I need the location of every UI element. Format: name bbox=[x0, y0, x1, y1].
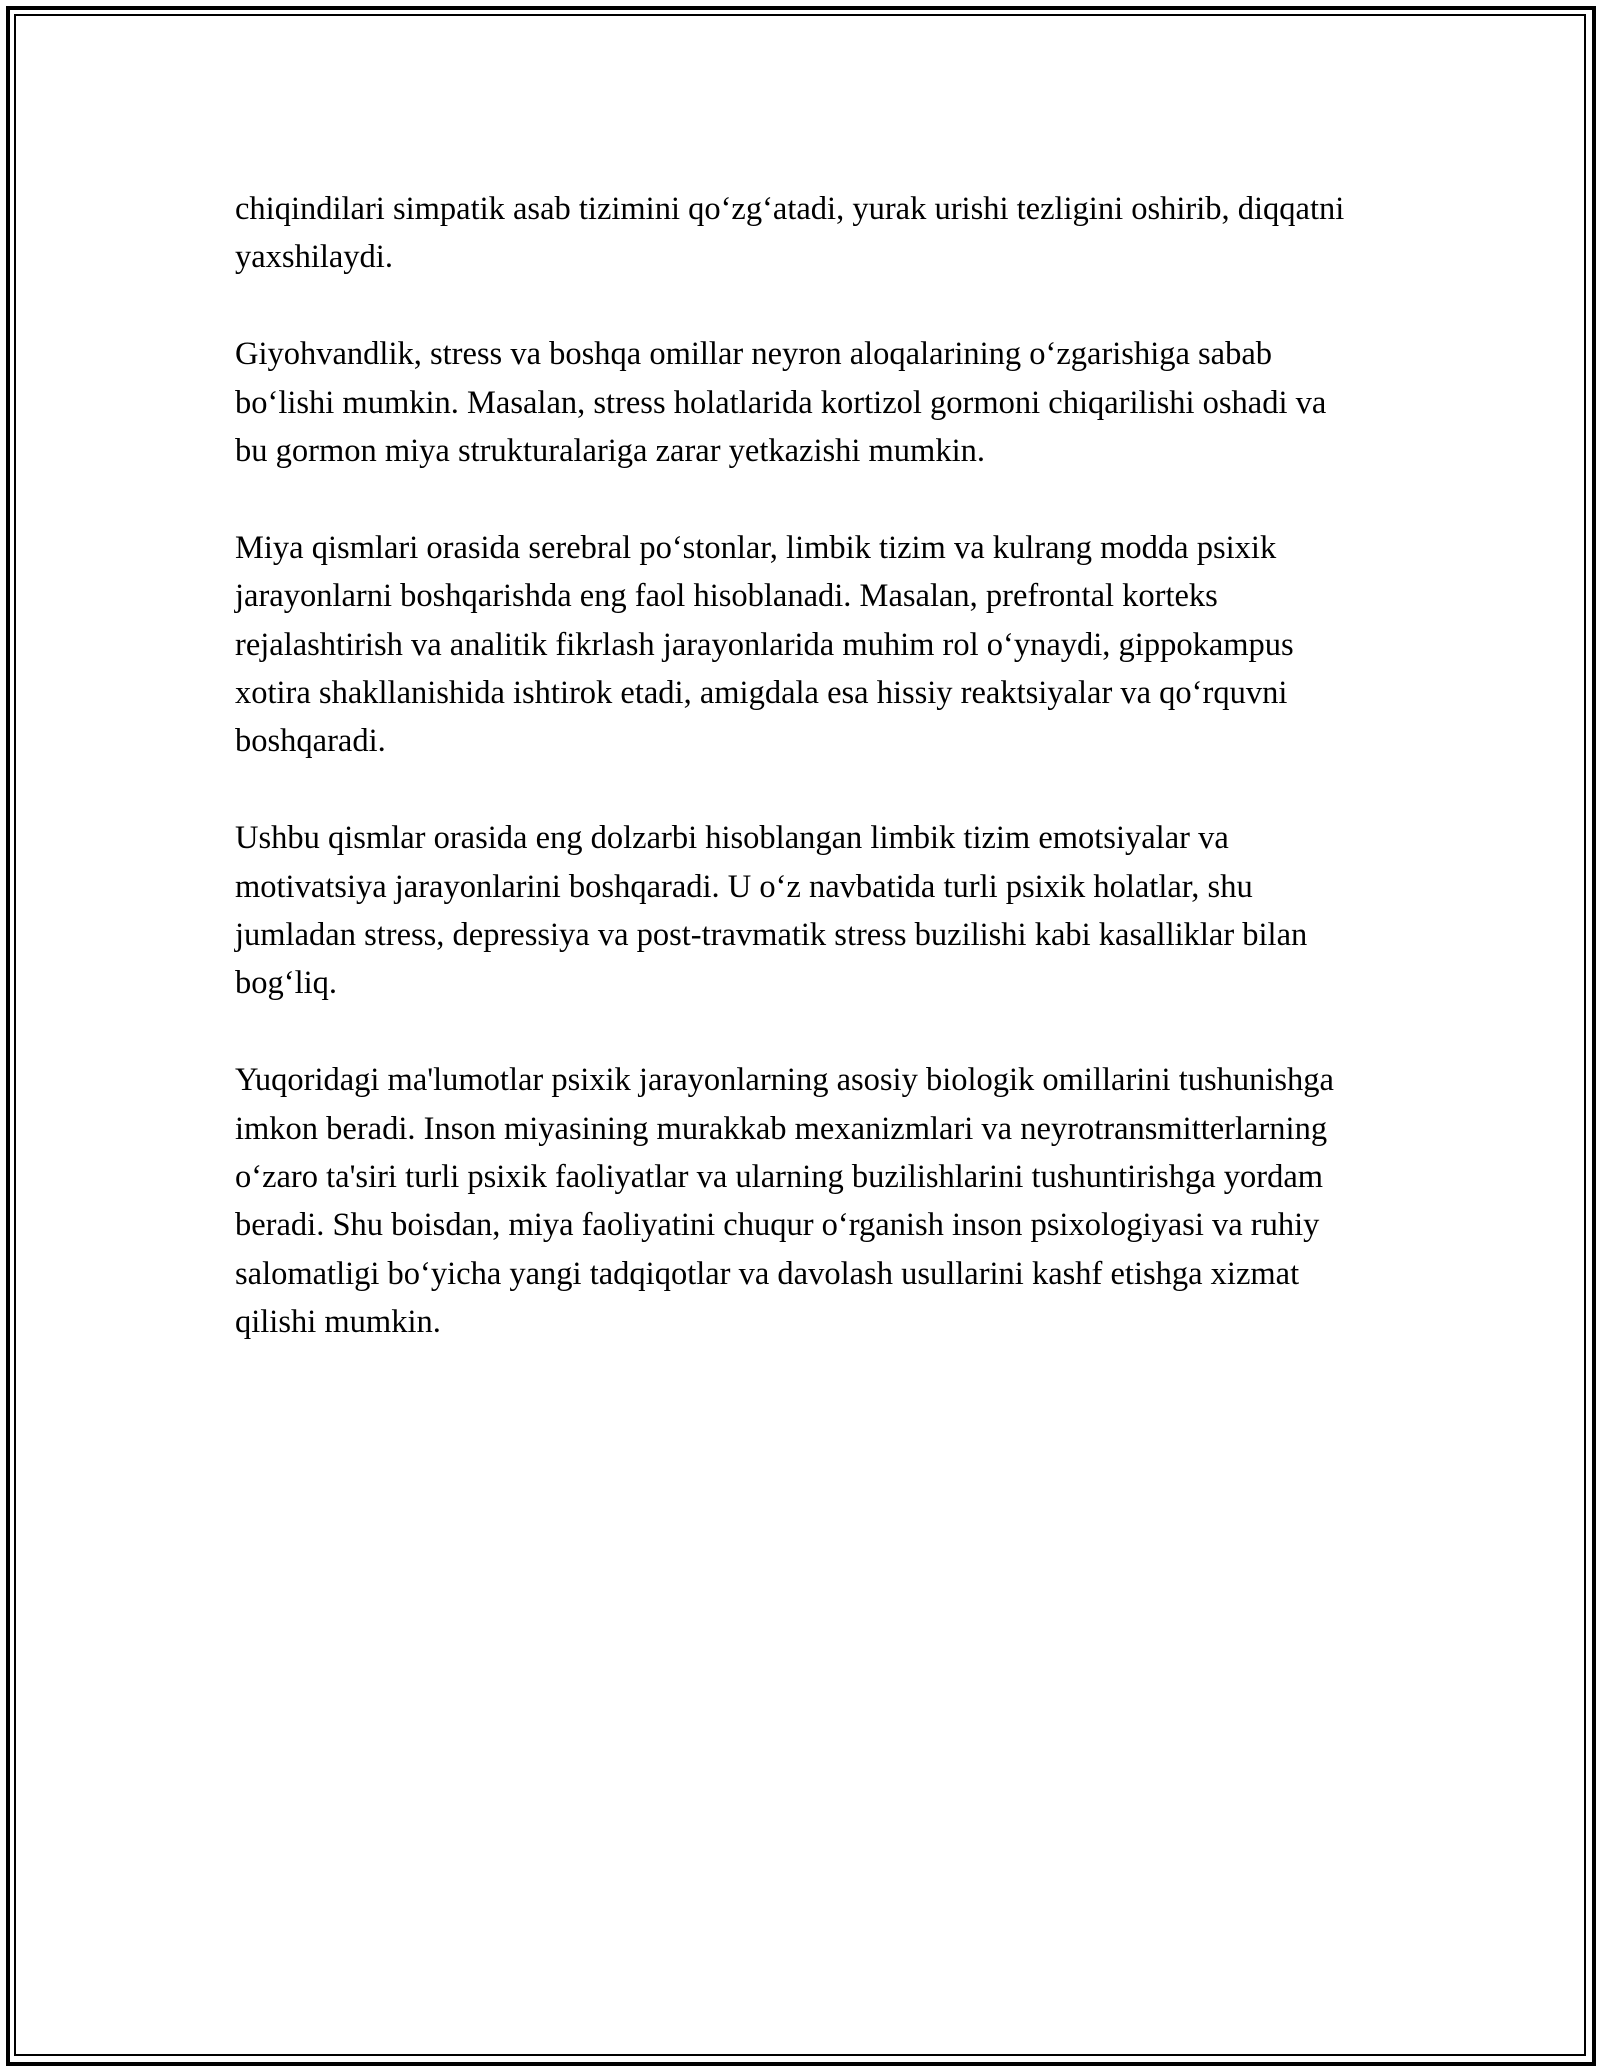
paragraph-4: Ushbu qismlar orasida eng dolzarbi hisoblangan limbik tizim emotsiyalar va motivatsiya jarayonlarini boshqaradi. U o‘z navbatida turli psixik holatlar, shu jumladan stress, depressiya va post-travmatik stress buzilishi kabi kasalliklar bilan bog‘liq. bbox=[235, 820, 1308, 1002]
paragraph-1: chiqindilari simpatik asab tizimini qo‘zg‘atadi, yurak urishi tezligini oshirib, diqqatni yaxshilaydi. bbox=[235, 191, 1345, 276]
paragraph-3: Miya qismlari orasida serebral po‘stonlar, limbik tizim va kulrang modda psixik jarayonlarni boshqarishda eng faol hisoblanadi. Masalan, prefrontal korteks rejalashtirish va analitik fikrlash jarayonlarida muhim rol o‘ynaydi, gippokampus xotira shakllanishida ishtirok etadi, amigdala esa hissiy reaktsiyalar va qo‘rquvni boshqaradi. bbox=[235, 529, 1294, 760]
document-body bbox=[235, 185, 1365, 1395]
paragraph-5: Yuqoridagi ma'lumotlar psixik jarayonlarning asosiy biologik omillarini tushunishga imkon beradi. Inson miyasining murakkab mexanizmlari va neyrotransmitterlarning o‘zaro ta'siri turli psixik faoliyatlar va ularning buzilishlarini tushuntirishga yordam beradi. Shu boisdan, miya faoliyatini chuqur o‘rganish inson psixologiyasi va ruhiy salomatligi bo‘yicha yangi tadqiqotlar va davolash usullarini kashf etishga xizmat qilishi mumkin. bbox=[235, 1062, 1334, 1341]
paragraph-2: Giyohvandlik, stress va boshqa omillar neyron aloqalarining o‘zgarishiga sabab bo‘lishi mumkin. Masalan, stress holatlarida kortizol gormoni chiqarilishi oshadi va bu gormon miya strukturalariga zarar yetkazishi mumkin. bbox=[235, 336, 1327, 470]
